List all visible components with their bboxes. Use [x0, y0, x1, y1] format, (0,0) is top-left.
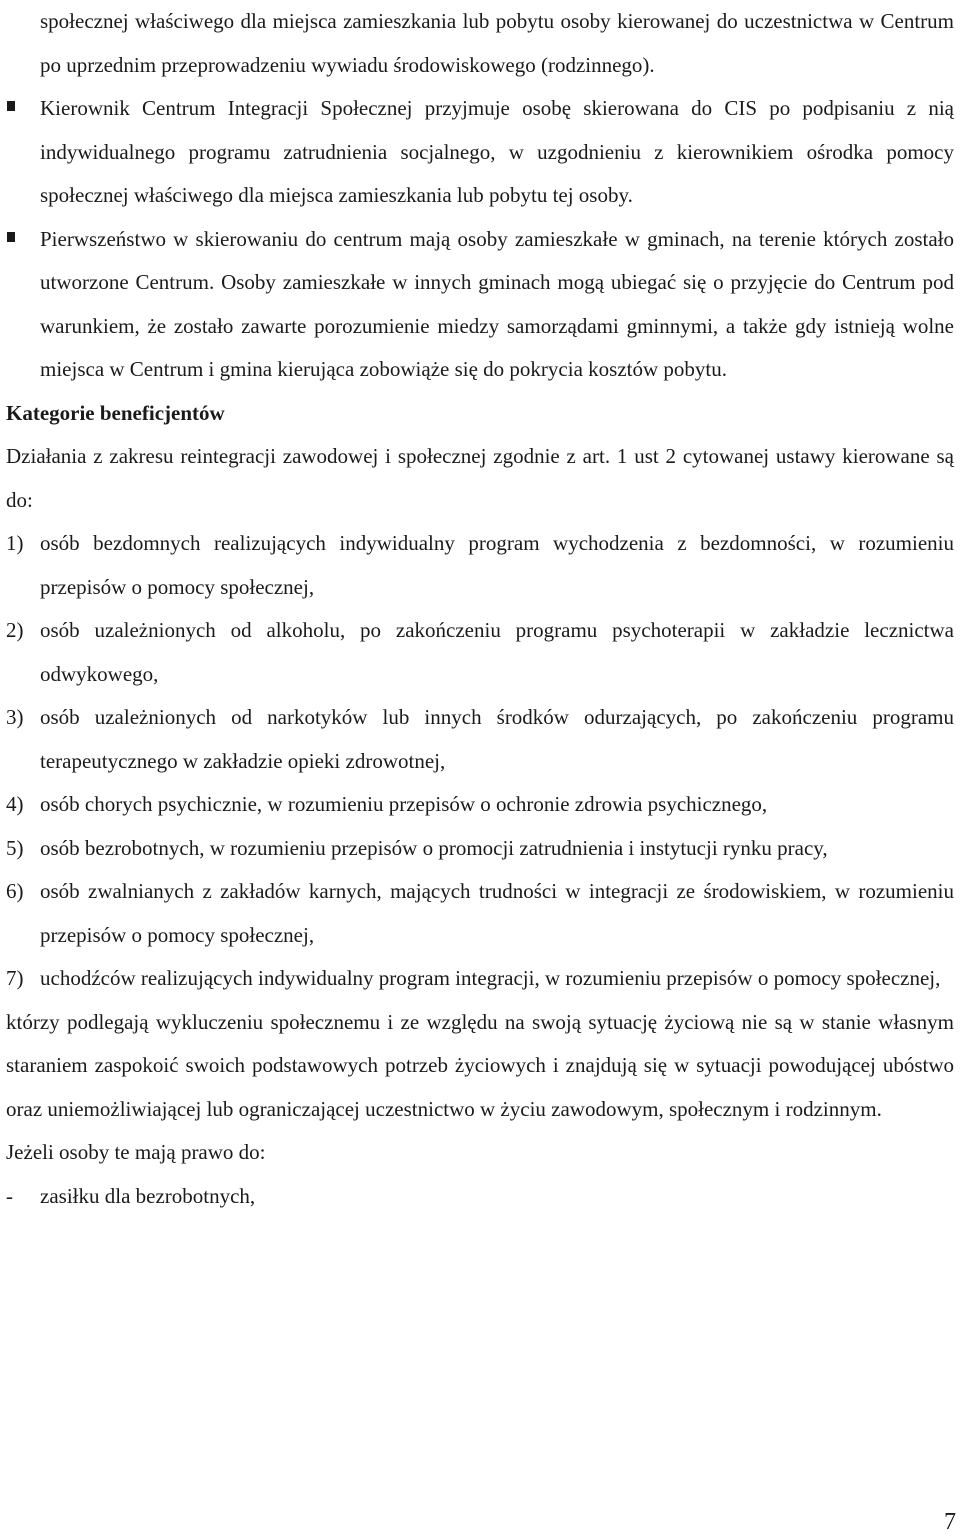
dash-marker: - — [6, 1183, 13, 1208]
numbered-item — [6, 783, 954, 827]
item-text: osób bezdomnych realizujących indywidualny program wychodzenia z bezdomności, w rozumieniu przepisów o pomocy społecznej, — [40, 531, 954, 599]
numbered-item — [6, 522, 954, 609]
bullet-item — [6, 87, 954, 218]
item-text: osób uzależnionych od alkoholu, po zakończeniu programu psychoterapii w zakładzie lecznictwa odwykowego, — [40, 618, 954, 686]
item-text: osób uzależnionych od narkotyków lub innych środków odurzających, po zakończeniu programu terapeutycznego w zakładzie opieki zdrowotnej, — [40, 705, 954, 773]
numbered-item — [6, 870, 954, 957]
item-number: 4) — [6, 792, 24, 816]
item-text: osób bezrobotnych, w rozumieniu przepisów o promocji zatrudnienia i instytucji rynku pracy, — [40, 835, 828, 860]
dash-text: zasiłku dla bezrobotnych, — [40, 1183, 256, 1208]
rights-intro: Jeżeli osoby te mają prawo do: — [6, 1140, 266, 1164]
continued-paragraph: społecznej właściwego dla miejsca zamieszkania lub pobytu osoby kierowanej do uczestnictwa w Centrum po uprzednim przeprowadzeniu wywiadu środowiskowego (rodzinnego). — [40, 9, 954, 77]
numbered-item — [6, 957, 954, 1001]
bullet-text: Pierwszeństwo w skierowaniu do centrum mają osoby zamieszkałe w gminach, na terenie których zostało utworzone Centrum. Osoby zamieszkałe w innych gminach mogą ubiegać się o przyjęcie do Centrum pod warunkiem, że zostało zawarte porozumienie miedzy samorządami gminnymi, a także gdy istnieją wolne miejsca w Centrum i gmina kierująca zobowiąże się do pokrycia kosztów pobytu. — [40, 226, 954, 381]
page-number: 7 — [944, 1509, 956, 1535]
item-text: uchodźców realizujących indywidualny program integracji, w rozumieniu przepisów o pomocy społecznej, — [40, 966, 941, 990]
item-text: osób zwalnianych z zakładów karnych, mających trudności w integracji ze środowiskiem, w rozumieniu przepisów o pomocy społecznej, — [40, 879, 954, 947]
numbered-item — [6, 696, 954, 783]
item-number: 5) — [6, 835, 24, 860]
item-number: 6) — [6, 879, 24, 903]
item-text: osób chorych psychicznie, w rozumieniu przepisów o ochronie zdrowia psychicznego, — [40, 792, 768, 816]
document-page — [6, 0, 954, 1218]
item-number: 2) — [6, 618, 24, 642]
square-bullet-icon — [7, 232, 15, 242]
intro-paragraph: Działania z zakresu reintegracji zawodowej i społecznej zgodnie z art. 1 ust 2 cytowanej ustawy kierowane są do: — [6, 444, 954, 512]
item-number: 7) — [6, 966, 24, 990]
dash-item — [6, 1175, 954, 1219]
section-heading: Kategorie beneficjentów — [6, 400, 225, 425]
item-number: 3) — [6, 705, 24, 729]
numbered-item — [6, 609, 954, 696]
item-number: 1) — [6, 531, 24, 555]
bullet-text: Kierownik Centrum Integracji Społecznej przyjmuje osobę skierowana do CIS po podpisaniu z nią indywidualnego programu zatrudnienia socjalnego, w uzgodnieniu z kierownikiem ośrodka pomocy społecznej właściwego dla miejsca zamieszkania lub pobytu tej osoby. — [40, 96, 954, 207]
bullet-item — [6, 218, 954, 392]
square-bullet-icon — [7, 101, 15, 111]
numbered-item — [6, 827, 954, 871]
closing-paragraph: którzy podlegają wykluczeniu społecznemu i ze względu na swoją sytuację życiową nie są w stanie własnym staraniem zaspokoić swoich podstawowych potrzeb życiowych i znajdują się w sytuacji powodującej ubóstwo oraz uniemożliwiającej lub ograniczającej uczestnictwo w życiu zawodowym, społecznym i rodzinnym. — [6, 1009, 954, 1121]
